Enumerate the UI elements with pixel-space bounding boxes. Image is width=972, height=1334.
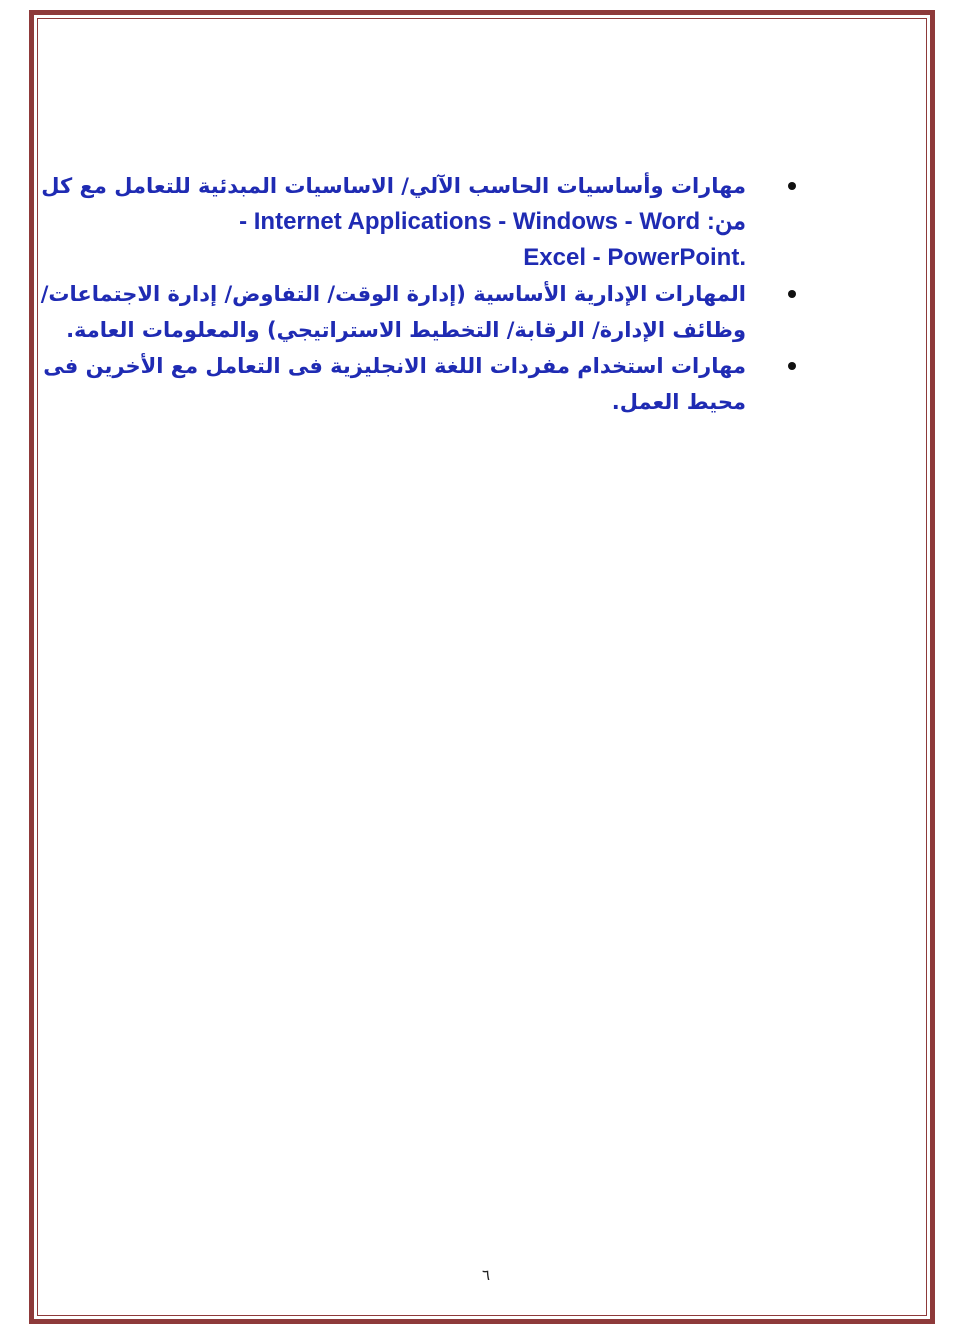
bullet-icon — [788, 290, 796, 298]
list-item — [43, 348, 806, 420]
bullet-icon — [788, 362, 796, 370]
bullet-1-line-3: .Excel - PowerPoint — [523, 244, 746, 271]
bullet-3-line-1: مهارات استخدام مفردات اللغة الانجليزية فى التعامل مع الأخرين فى — [43, 354, 746, 378]
list-item — [41, 168, 806, 276]
bullet-list — [40, 168, 806, 420]
bullet-2-line-1: المهارات الإدارية الأساسية (إدارة الوقت/ التفاوض/ إدارة الاجتماعات/ — [40, 282, 746, 306]
bullet-1-line-1: مهارات وأساسيات الحاسب الآلي/ الاساسيات المبدئية للتعامل مع كل — [41, 174, 746, 198]
bullet-1-line-2 — [126, 204, 746, 240]
list-item — [40, 276, 806, 348]
page-number: ٦ — [481, 1266, 491, 1284]
bullet-2-line-2: وظائف الإدارة/ الرقابة/ التخطيط الاستراتيجي) والمعلومات العامة. — [66, 318, 746, 342]
bullet-3-line-2: محيط العمل. — [611, 390, 746, 414]
page-content — [40, 168, 806, 420]
bullet-icon — [788, 182, 796, 190]
bullet-1-line-2-text: من: Internet Applications - Windows - Word - — [239, 208, 746, 235]
